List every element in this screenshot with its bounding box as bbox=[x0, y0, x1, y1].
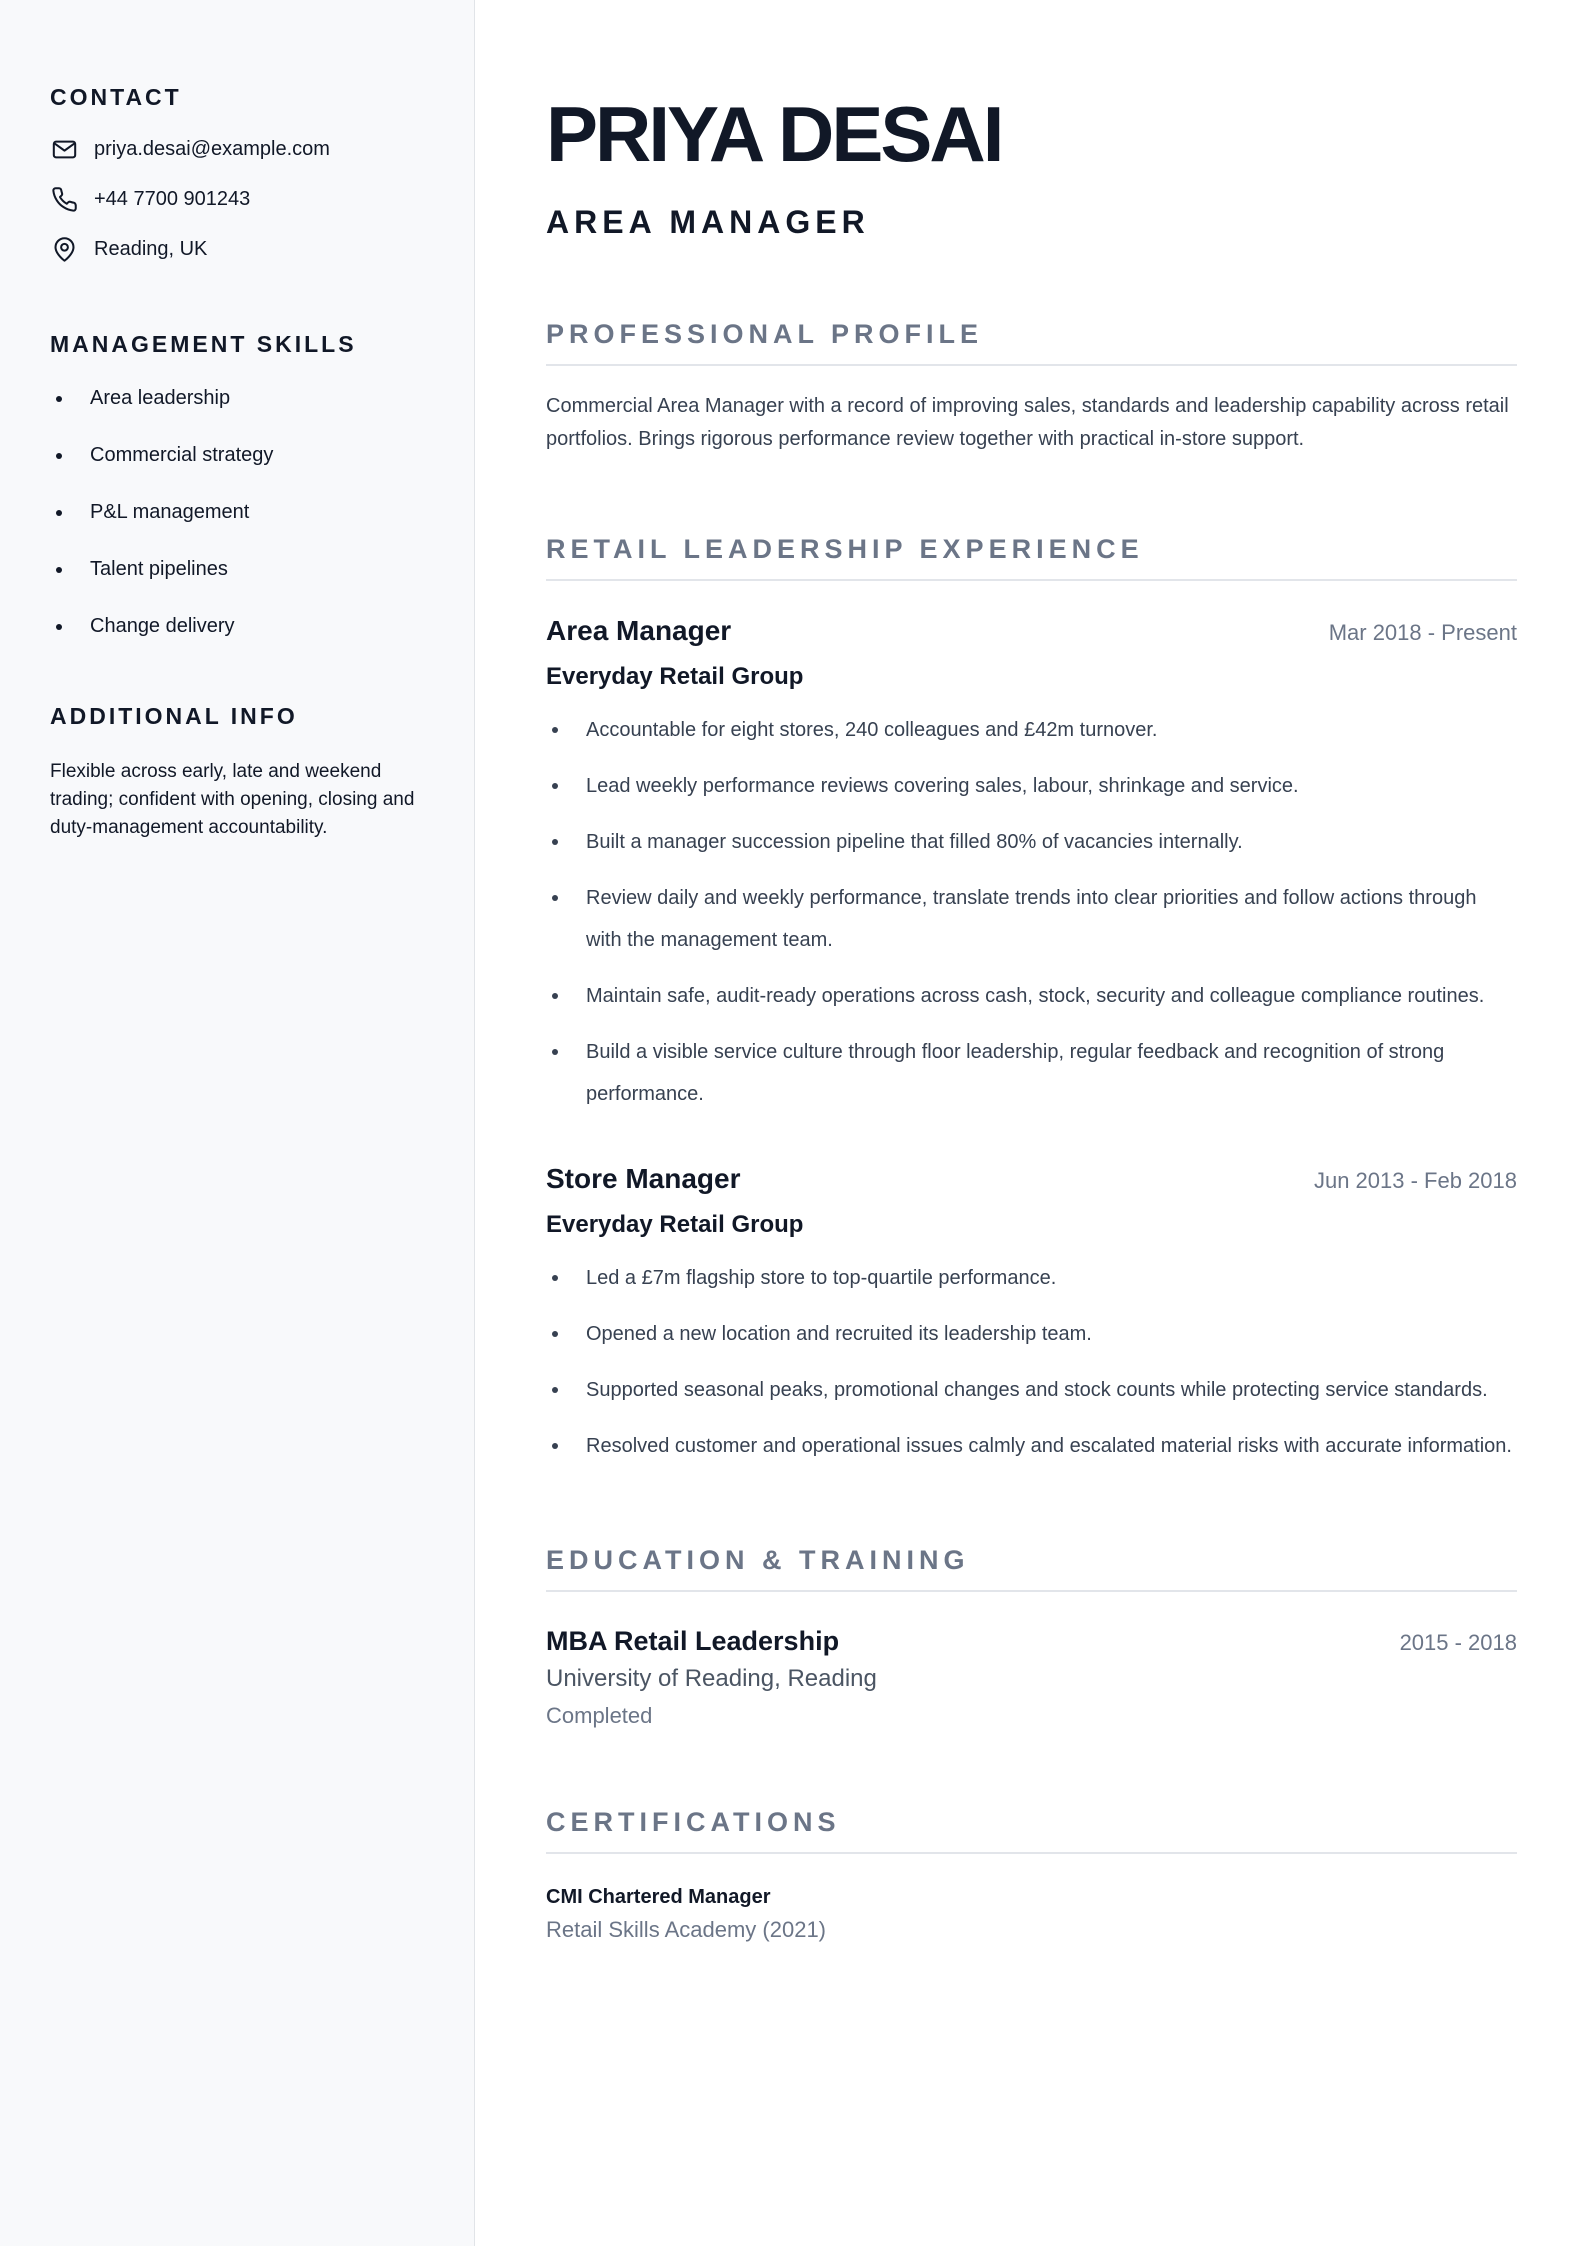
job-bullets bbox=[546, 709, 1517, 1115]
additional-info-text: Flexible across early, late and weekend trading; confident with opening, closing and duty-management accountability. bbox=[50, 761, 415, 838]
job-bullet: Build a visible service culture through floor leadership, regular feedback and recognition of strong performance. bbox=[546, 1031, 1517, 1115]
job-entry bbox=[546, 615, 1517, 1115]
profile-section bbox=[546, 319, 1517, 456]
job-bullet: Accountable for eight stores, 240 colleagues and £42m turnover. bbox=[546, 709, 1517, 751]
job-title: Store Manager bbox=[546, 1163, 741, 1194]
contact-email-text: priya.desai@example.com bbox=[94, 137, 330, 160]
contact-heading: CONTACT bbox=[50, 84, 182, 110]
certification-org: Retail Skills Academy (2021) bbox=[546, 1917, 827, 1942]
experience-heading: RETAIL LEADERSHIP EXPERIENCE bbox=[546, 534, 1517, 581]
additional-info-heading: ADDITIONAL INFO bbox=[50, 703, 298, 729]
contact-location-text: Reading, UK bbox=[94, 237, 208, 260]
job-dates: Mar 2018 - Present bbox=[1328, 620, 1517, 645]
education-school: University of Reading, Reading bbox=[546, 1665, 877, 1692]
contact-list bbox=[50, 135, 434, 263]
mail-icon bbox=[50, 135, 78, 163]
profile-heading: PROFESSIONAL PROFILE bbox=[546, 319, 1517, 366]
contact-phone-text: +44 7700 901243 bbox=[94, 187, 251, 210]
education-section bbox=[546, 1545, 1517, 1729]
candidate-role: AREA MANAGER bbox=[546, 204, 870, 240]
job-bullet: Maintain safe, audit-ready operations across cash, stock, security and colleague compliance routines. bbox=[546, 975, 1517, 1017]
sidebar bbox=[0, 0, 475, 2246]
certifications-section bbox=[546, 1807, 1517, 1943]
certification-title: CMI Chartered Manager bbox=[546, 1886, 771, 1908]
phone-icon bbox=[50, 185, 78, 213]
job-company: Everyday Retail Group bbox=[546, 663, 804, 690]
candidate-name: PRIYA DESAI bbox=[546, 90, 1002, 178]
skill-item: Talent pipelines bbox=[50, 555, 434, 583]
skill-item: Change delivery bbox=[50, 612, 434, 640]
job-bullet: Opened a new location and recruited its leadership team. bbox=[546, 1313, 1517, 1355]
skills-heading: MANAGEMENT SKILLS bbox=[50, 331, 357, 357]
job-bullet: Supported seasonal peaks, promotional changes and stock counts while protecting service standards. bbox=[546, 1369, 1517, 1411]
contact-email[interactable] bbox=[50, 135, 434, 163]
skill-item: P&L management bbox=[50, 498, 434, 526]
job-bullet: Led a £7m flagship store to top-quartile performance. bbox=[546, 1257, 1517, 1299]
job-bullet: Review daily and weekly performance, translate trends into clear priorities and follow actions through with the management team. bbox=[546, 877, 1517, 961]
job-title: Area Manager bbox=[546, 615, 732, 646]
experience-section bbox=[546, 534, 1517, 1467]
contact-phone[interactable] bbox=[50, 185, 434, 213]
job-bullet: Lead weekly performance reviews covering sales, labour, shrinkage and service. bbox=[546, 765, 1517, 807]
skill-item: Commercial strategy bbox=[50, 441, 434, 469]
profile-text: Commercial Area Manager with a record of improving sales, standards and leadership capability across retail portfolios. Brings rigorous performance review together with practical in-store support. bbox=[546, 395, 1509, 450]
job-bullets bbox=[546, 1257, 1517, 1467]
job-bullet: Resolved customer and operational issues calmly and escalated material risks with accurate information. bbox=[546, 1425, 1517, 1467]
job-header bbox=[546, 615, 1517, 647]
skills-list bbox=[50, 384, 434, 640]
job-company: Everyday Retail Group bbox=[546, 1211, 804, 1238]
job-entry bbox=[546, 1163, 1517, 1467]
education-heading: EDUCATION & TRAINING bbox=[546, 1545, 1517, 1592]
certification-entry bbox=[546, 1886, 1517, 1943]
job-header bbox=[546, 1163, 1517, 1195]
education-entry bbox=[546, 1626, 1517, 1729]
job-bullet: Built a manager succession pipeline that filled 80% of vacancies internally. bbox=[546, 821, 1517, 863]
education-header bbox=[546, 1626, 1517, 1657]
location-pin-icon bbox=[50, 235, 78, 263]
education-dates: 2015 - 2018 bbox=[1399, 1630, 1517, 1655]
skill-item: Area leadership bbox=[50, 384, 434, 412]
education-title: MBA Retail Leadership bbox=[546, 1626, 840, 1656]
job-dates: Jun 2013 - Feb 2018 bbox=[1313, 1168, 1517, 1193]
education-status: Completed bbox=[546, 1703, 653, 1728]
main-content bbox=[475, 0, 1588, 2246]
certifications-heading: CERTIFICATIONS bbox=[546, 1807, 1517, 1854]
contact-location bbox=[50, 235, 434, 263]
